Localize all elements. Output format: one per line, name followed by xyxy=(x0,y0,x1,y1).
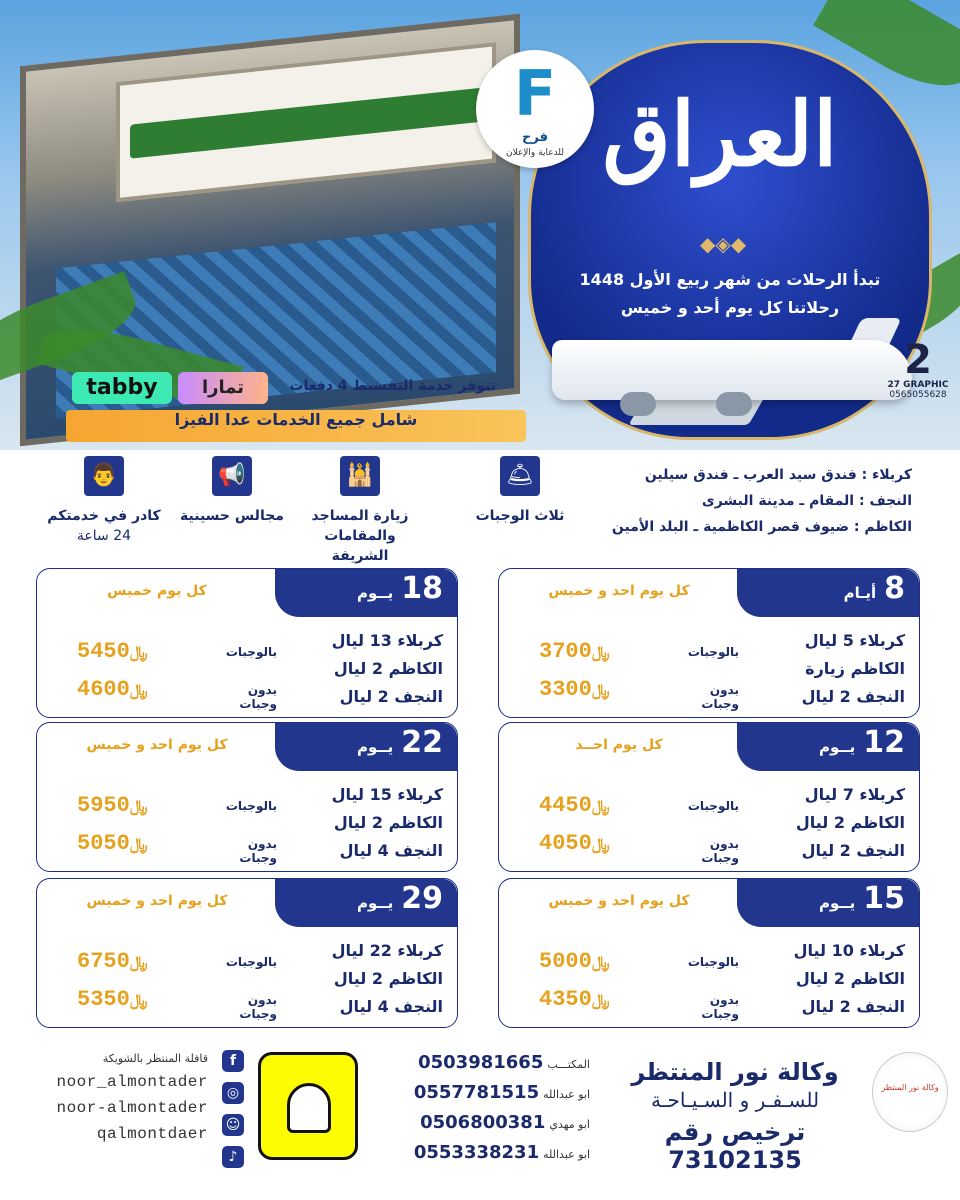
stay-line: الكاظم 2 ليال xyxy=(795,813,905,832)
social-icons xyxy=(222,1050,250,1178)
with-meals-price xyxy=(77,639,193,664)
hotel-kadhim: الكاظم : ضيوف قصر الكاظمية ـ البلد الأمين xyxy=(611,519,912,535)
without-meals-label: بدون وجبات xyxy=(701,837,739,865)
without-meals-label: بدون وجبات xyxy=(239,993,277,1021)
stay-line: النجف 2 ليال xyxy=(801,997,905,1016)
hotel-najaf: النجف : المقام ـ مدينة البشرى xyxy=(701,493,912,509)
stay-line: الكاظم 2 ليال xyxy=(333,659,443,678)
price-value: 3300 xyxy=(539,677,592,702)
departure-schedule: كل يوم احد و خميس xyxy=(86,737,228,753)
stay-line: كربلاء 22 ليال xyxy=(331,941,443,960)
stay-line: كربلاء 7 ليال xyxy=(804,785,905,804)
duration-tab xyxy=(275,879,457,927)
with-meals-label: بالوجبات xyxy=(687,955,739,969)
tamara-logo: تمارا xyxy=(178,372,268,404)
price-value: 5050 xyxy=(77,831,130,856)
megaphone-icon: 📢 xyxy=(212,456,252,496)
trip-start-text: تبدأ الرحلات من شهر ربيع الأول 1448 xyxy=(579,270,881,289)
stays-list xyxy=(755,781,905,865)
service-label: مجالس حسينية xyxy=(180,508,284,524)
stay-line: كربلاء 15 ليال xyxy=(331,785,443,804)
facebook-icon[interactable]: f xyxy=(222,1050,244,1072)
stays-list xyxy=(293,627,443,711)
stay-line: الكاظم 2 ليال xyxy=(333,813,443,832)
handles-caption: قافلة المنتظر بالشويكة xyxy=(102,1052,208,1065)
duration-number: 8 xyxy=(884,571,905,606)
dish-icon: 🛎 xyxy=(500,456,540,496)
riyal-icon: ﷼ xyxy=(591,952,610,971)
without-meals-price xyxy=(539,831,655,856)
duration-unit: يــوم xyxy=(818,738,856,756)
stays-list xyxy=(293,937,443,1021)
price-value: 4350 xyxy=(539,987,592,1012)
package-card-15[interactable] xyxy=(498,878,920,1028)
package-card-29[interactable] xyxy=(36,878,458,1028)
package-card-18[interactable] xyxy=(36,568,458,718)
stay-line: النجف 2 ليال xyxy=(339,687,443,706)
price-value: 5950 xyxy=(77,793,130,818)
snapchat-qr-code[interactable] xyxy=(258,1052,358,1160)
tiktok-handle[interactable]: qalmontdaer xyxy=(96,1125,208,1143)
snapchat-handle[interactable]: noor-almontader xyxy=(56,1099,208,1117)
social-handles xyxy=(40,1052,208,1143)
with-meals-price xyxy=(539,793,655,818)
riyal-icon: ﷼ xyxy=(591,990,610,1009)
riyal-icon: ﷼ xyxy=(129,796,148,815)
with-meals-label: بالوجبات xyxy=(687,645,739,659)
phone-row[interactable]: ابو مهدي0506800381 xyxy=(420,1112,590,1133)
price-value: 4600 xyxy=(77,677,130,702)
hotel-karbala: كربلاء : فندق سيد العرب ـ فندق سيلين xyxy=(644,467,912,483)
agency-logo: وكالة نور المنتظر xyxy=(872,1052,948,1132)
with-meals-price xyxy=(539,949,655,974)
duration-unit: يــوم xyxy=(818,894,856,912)
stay-line: الكاظم 2 ليال xyxy=(795,969,905,988)
package-card-12[interactable] xyxy=(498,722,920,872)
stay-line: كربلاء 5 ليال xyxy=(804,631,905,650)
tiktok-icon[interactable]: ♪ xyxy=(222,1146,244,1168)
phone-row[interactable]: ابو عبدالله0553338231 xyxy=(413,1142,590,1163)
riyal-icon: ﷼ xyxy=(591,642,610,661)
agency-name: وكالة نور المنتظر xyxy=(631,1058,839,1086)
stay-line: النجف 4 ليال xyxy=(339,841,443,860)
duration-number: 22 xyxy=(401,725,443,760)
duration-unit: أيـام xyxy=(843,584,877,602)
duration-tab xyxy=(275,723,457,771)
installment-text: تتوفر خدمة التقسيط 4 دفعات xyxy=(289,378,496,394)
without-meals-label: بدون وجبات xyxy=(239,683,277,711)
with-meals-label: بالوجبات xyxy=(687,799,739,813)
price-value: 6750 xyxy=(77,949,130,974)
stay-line: النجف 2 ليال xyxy=(801,687,905,706)
service-item xyxy=(172,456,292,526)
phone-row[interactable]: المكتـــب0503981665 xyxy=(418,1052,590,1073)
service-sublabel: 24 ساعة xyxy=(76,528,132,544)
without-meals-price xyxy=(77,831,193,856)
price-value: 4450 xyxy=(539,793,592,818)
duration-tab xyxy=(275,569,457,617)
without-meals-label: بدون وجبات xyxy=(701,993,739,1021)
stay-line: الكاظم 2 ليال xyxy=(333,969,443,988)
riyal-icon: ﷼ xyxy=(591,834,610,853)
snapchat-ghost-icon xyxy=(287,1083,331,1133)
destination-title: العراق xyxy=(602,82,838,186)
with-meals-price xyxy=(77,949,193,974)
with-meals-price xyxy=(539,639,655,664)
stays-list xyxy=(293,781,443,865)
with-meals-price xyxy=(77,793,193,818)
riyal-icon: ﷼ xyxy=(129,680,148,699)
phone-list xyxy=(368,1048,590,1168)
without-meals-price xyxy=(539,677,655,702)
without-meals-price xyxy=(77,677,193,702)
riyal-icon: ﷼ xyxy=(129,834,148,853)
airplane-image xyxy=(552,340,912,400)
service-item xyxy=(460,456,580,526)
license-number: ترخيص رقم 73102135 xyxy=(664,1118,806,1174)
with-meals-label: بالوجبات xyxy=(225,955,277,969)
riyal-icon: ﷼ xyxy=(591,680,610,699)
duration-number: 12 xyxy=(863,725,905,760)
tabby-logo: tabby xyxy=(72,372,172,404)
farah-logo: F فرح للدعاية والإعلان xyxy=(476,50,594,168)
stays-list xyxy=(755,937,905,1021)
duration-unit: يــوم xyxy=(356,738,394,756)
duration-number: 18 xyxy=(401,571,443,606)
price-value: 4050 xyxy=(539,831,592,856)
instagram-icon[interactable]: ◎ xyxy=(222,1082,244,1104)
service-item xyxy=(300,456,420,566)
package-card-22[interactable] xyxy=(36,722,458,872)
riyal-icon: ﷼ xyxy=(129,642,148,661)
service-label: زيارة المساجد والمقامات الشريفة xyxy=(311,508,409,564)
departure-schedule: كل يوم خميس xyxy=(107,583,207,599)
stay-line: النجف 4 ليال xyxy=(339,997,443,1016)
price-value: 5000 xyxy=(539,949,592,974)
price-value: 5450 xyxy=(77,639,130,664)
mosque-icon: 🕌 xyxy=(340,456,380,496)
price-value: 3700 xyxy=(539,639,592,664)
without-meals-label: بدون وجبات xyxy=(701,683,739,711)
without-meals-price xyxy=(77,987,193,1012)
with-meals-label: بالوجبات xyxy=(225,645,277,659)
stay-line: الكاظم زيارة xyxy=(805,659,905,678)
with-meals-label: بالوجبات xyxy=(225,799,277,813)
duration-tab xyxy=(737,723,919,771)
departure-schedule: كل يوم احد و خميس xyxy=(548,893,690,909)
staff-icon: 👨 xyxy=(84,456,124,496)
included-services-bar: شامل جميع الخدمات عدا الفيزا xyxy=(66,410,526,442)
departure-schedule: كل يوم احــد xyxy=(575,737,663,753)
riyal-icon: ﷼ xyxy=(129,952,148,971)
duration-unit: يــوم xyxy=(356,894,394,912)
instagram-handle[interactable]: noor_almontader xyxy=(56,1073,208,1091)
stay-line: كربلاء 10 ليال xyxy=(793,941,905,960)
riyal-icon: ﷼ xyxy=(129,990,148,1009)
snapchat-icon[interactable]: ☺ xyxy=(222,1114,244,1136)
without-meals-price xyxy=(539,987,655,1012)
duration-unit: يــوم xyxy=(356,584,394,602)
duration-number: 29 xyxy=(401,881,443,916)
duration-tab xyxy=(737,569,919,617)
riyal-icon: ﷼ xyxy=(591,796,610,815)
price-value: 5350 xyxy=(77,987,130,1012)
stays-list xyxy=(755,627,905,711)
service-label: كادر في خدمتكم xyxy=(47,508,161,524)
agency-tagline: للسـفـر و السـيـاحـة xyxy=(650,1088,820,1112)
service-item xyxy=(44,456,164,546)
agency-block xyxy=(600,1058,870,1174)
ornament-icon: ◆◈◆ xyxy=(700,232,747,256)
trip-days-text: رحلاتنا كل يوم أحد و خميس xyxy=(620,298,840,317)
duration-tab xyxy=(737,879,919,927)
service-label: ثلاث الوجبات xyxy=(475,508,565,524)
hotels-list xyxy=(590,462,912,540)
phone-row[interactable]: ابو عبدالله0557781515 xyxy=(413,1082,590,1103)
departure-schedule: كل يوم احد و خميس xyxy=(548,583,690,599)
stay-line: كربلاء 13 ليال xyxy=(331,631,443,650)
stay-line: النجف 2 ليال xyxy=(801,841,905,860)
without-meals-label: بدون وجبات xyxy=(239,837,277,865)
package-card-8[interactable] xyxy=(498,568,920,718)
duration-number: 15 xyxy=(863,881,905,916)
departure-schedule: كل يوم احد و خميس xyxy=(86,893,228,909)
designer-mark: 2 27 GRAPHIC 0565055628 xyxy=(887,337,949,400)
